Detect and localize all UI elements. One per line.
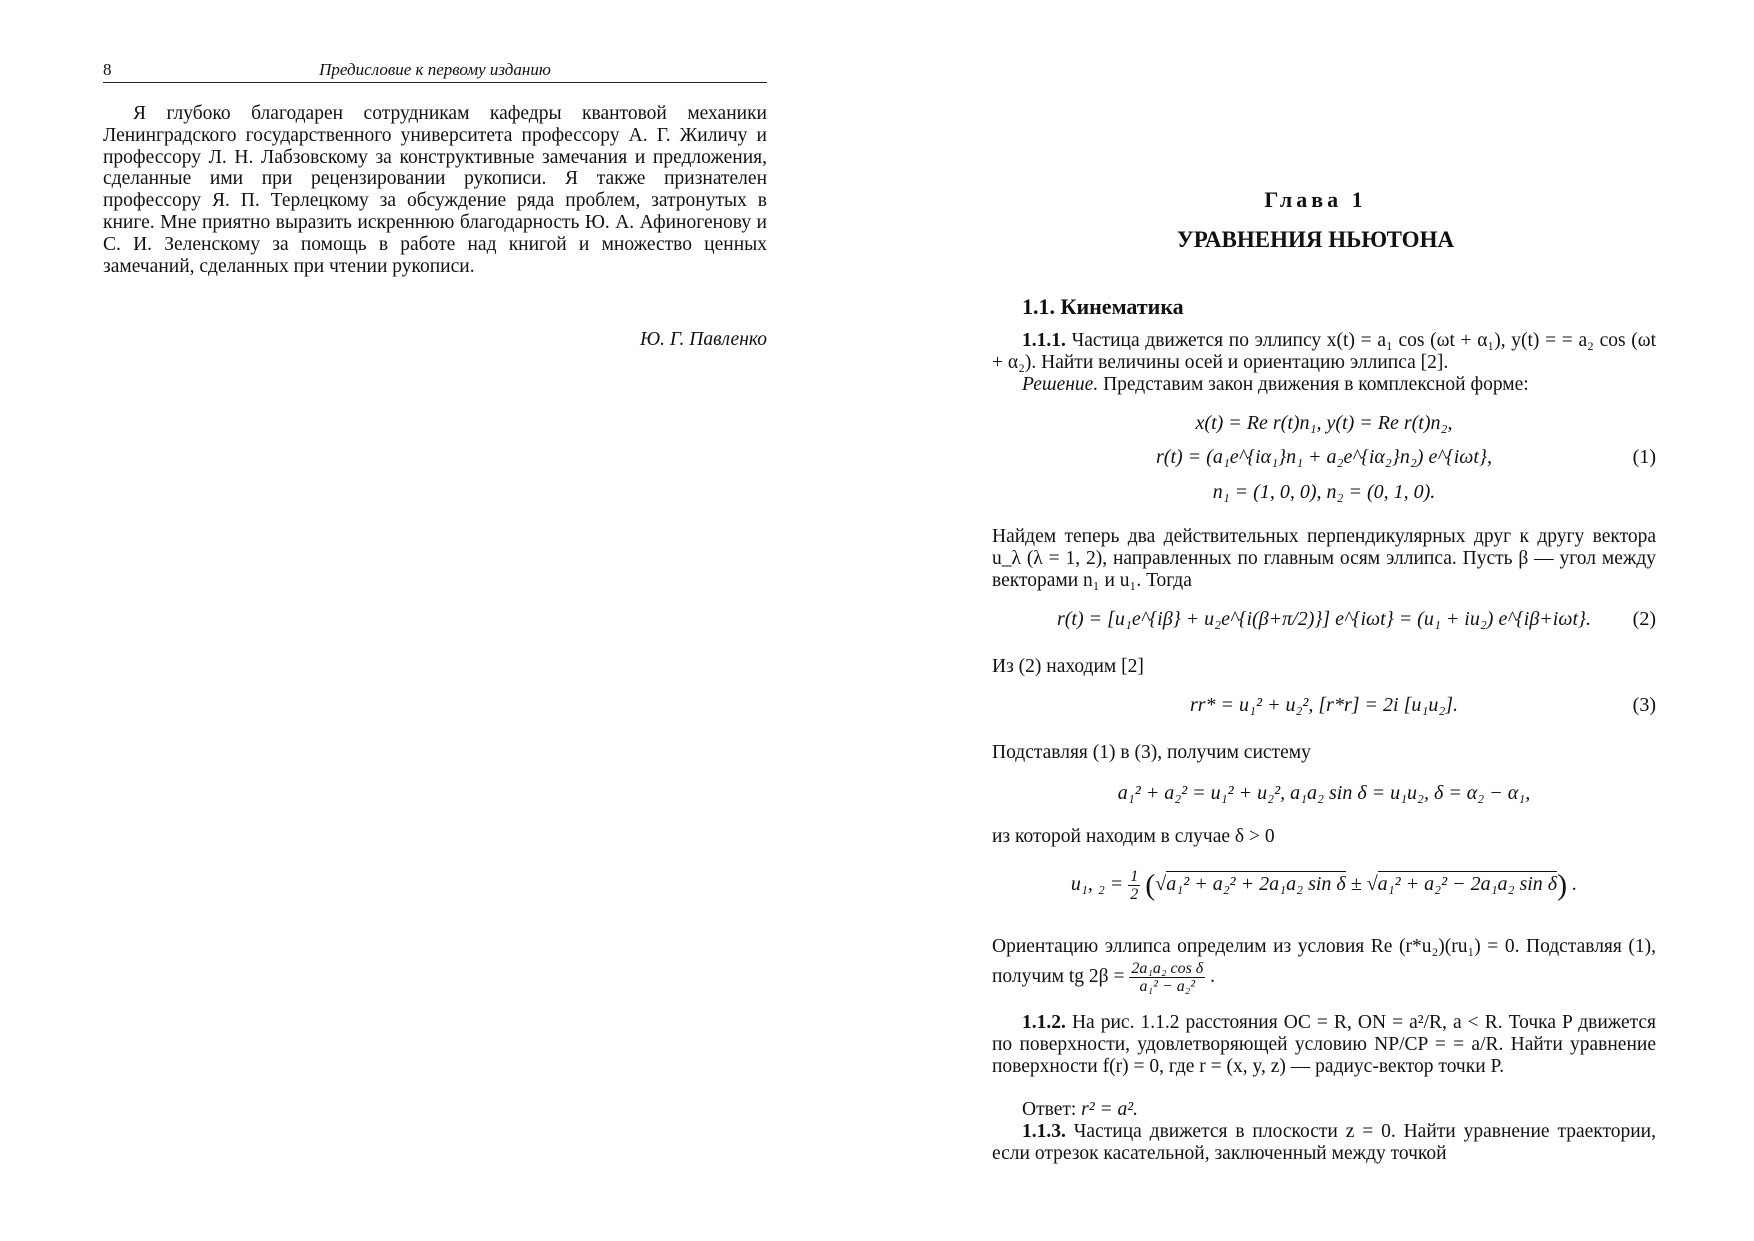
section-title: 1.1. Кинематика xyxy=(1022,294,1184,319)
equation-3-text: rr* = u₁² + u₂², [r*r] = 2i [u₁u₂]. xyxy=(1189,694,1459,716)
problem-text: На рис. 1.1.2 расстояния OC = R, ON = a²/R, a < R. Точка P движется по поверхности, удовлетворяющей условию NP/CP = = a/R. Найти уравнение поверхности f(r) = 0, где r = (x, y, z) — радиус-вектор точки P. xyxy=(992,1012,1657,1077)
solution-text: Представим закон движения в комплексной форме: xyxy=(1103,374,1529,395)
acknowledgement-paragraph: Я глубоко благодарен сотрудникам кафедры квантовой механики Ленинградского государственного университета профессору А. Г. Жиличу и профессору Л. Н. Лабзовскому за конструктивные замечания и предложения, сделанные ими при рецензировании рукописи. Я также признателен профессору Я. П. Терлецкому за обсуждение ряда проблем, затронутых в книге. Мне приятно выразить искреннюю благодарность Ю. А. Афиногенову и С. И. Зеленскому за помощь в работе над книгой и множество ценных замечаний, сделанных при чтении рукописи. xyxy=(103,103,767,277)
problem-number: 1.1.1. xyxy=(1022,330,1066,351)
answer-formula: r² = a². xyxy=(1081,1099,1138,1120)
orientation-text: Ориентацию эллипса определим из условия Re (r*u₂)(ru₁) = 0. Подставляя (1), получим tg 2β = xyxy=(992,936,1656,987)
tg-numerator: 2a₁a₂ cos δ xyxy=(1131,960,1204,977)
problem-number: 1.1.2. xyxy=(1022,1012,1066,1033)
solution-label: Решение. xyxy=(1022,374,1099,395)
equation-1-line-2 xyxy=(992,446,1656,469)
problem-text: Частица движется в плоскости z = 0. Найти уравнение траектории, если отрезок касательной, заключенный между точкой xyxy=(992,1121,1656,1164)
equation-number-2: (2) xyxy=(1632,608,1656,630)
equation-3 xyxy=(992,694,1656,717)
tg-denominator: a₁² − a₂² xyxy=(1139,978,1196,995)
chapter-label: Глава 1 xyxy=(1264,187,1367,212)
author-signature: Ю. Г. Павленко xyxy=(640,329,767,350)
problem-1-1-2 xyxy=(992,1012,1656,1077)
paragraph-orientation: Ориентацию эллипса определим из условия Re (r*u₂)(ru₁) = 0. Подставляя (1), получим tg 2β = $\frac{\text{2a₁a₂ cos δ}}{\text{a₁² − a₂²}}$ . xyxy=(992,936,1656,995)
equation-2 xyxy=(992,608,1656,631)
problem-1-1-1 xyxy=(992,330,1656,374)
fraction-denominator: 2 xyxy=(1130,886,1139,903)
equation-2-text: r(t) = [u₁e^{iβ} + u₂e^{i(β+π/2)}] e^{iωt} = (u₁ + iu₂) e^{iβ+iωt}. xyxy=(1056,608,1592,630)
running-head-title: Предисловие к первому изданию xyxy=(319,60,551,79)
answer-label: Ответ: xyxy=(1022,1099,1077,1120)
paragraph-from-2: Из (2) находим [2] xyxy=(992,656,1144,677)
equation-number-1: (1) xyxy=(1632,446,1656,468)
equation-4: a₁² + a₂² = u₁² + u₂², a₁a₂ sin δ = u₁u₂, δ = α₂ − α₁, xyxy=(1117,782,1531,804)
fraction-tg-2beta xyxy=(1129,960,1205,995)
chapter-title: УРАВНЕНИЯ НЬЮТОНА xyxy=(1176,227,1455,252)
running-header xyxy=(103,58,767,83)
fraction-one-half xyxy=(1128,868,1140,903)
square-root-2: a₁² + a₂² − 2a₁a₂ sin δ xyxy=(1377,873,1558,896)
paragraph-case-delta: из которой находим в случае δ > 0 xyxy=(992,826,1275,847)
right-page xyxy=(877,0,1754,1241)
square-root-1: a₁² + a₂² + 2a₁a₂ sin δ xyxy=(1166,873,1346,896)
equation-5: u₁, ₂ = $\frac{1}{2}$ (√a₁² + a₂² + 2a₁a₂ sin δ ± √a₁² + a₂² − 2a₁a₂ sin δ) . xyxy=(1070,868,1578,903)
plus-minus-sign: ± xyxy=(1350,873,1362,896)
problem-text: Частица движется по эллипсу x(t) = a₁ cos (ωt + α₁), y(t) = = a₂ cos (ωt + α₂). Найти величины осей и ориентацию эллипса [2]. xyxy=(992,330,1657,373)
equation-1-line-3: n₁ = (1, 0, 0), n₂ = (0, 1, 0). xyxy=(1212,481,1436,503)
paragraph-vectors: Найдем теперь два действительных перпендикулярных друг к другу вектора u_λ (λ = 1, 2), направленных по главным осям эллипса. Пусть β — угол между векторами n₁ и u₁. Тогда xyxy=(992,526,1656,591)
paragraph-substituting: Подставляя (1) в (3), получим систему xyxy=(992,742,1311,763)
answer-line xyxy=(992,1099,1656,1121)
equation-1-line-2-text: r(t) = (a₁e^{iα₁}n₁ + a₂e^{iα₂}n₂) e^{iωt}, xyxy=(1156,446,1492,468)
equation-1-line-1: x(t) = Re r(t)n₁, y(t) = Re r(t)n₂, xyxy=(1195,412,1453,434)
fraction-numerator: 1 xyxy=(1130,868,1139,885)
problem-number: 1.1.3. xyxy=(1022,1121,1066,1142)
page-number: 8 xyxy=(103,60,112,79)
equation-5-lhs: u₁, ₂ = xyxy=(1070,873,1124,896)
solution-intro xyxy=(992,374,1656,396)
equation-number-3: (3) xyxy=(1632,694,1656,716)
problem-1-1-3 xyxy=(992,1121,1656,1165)
